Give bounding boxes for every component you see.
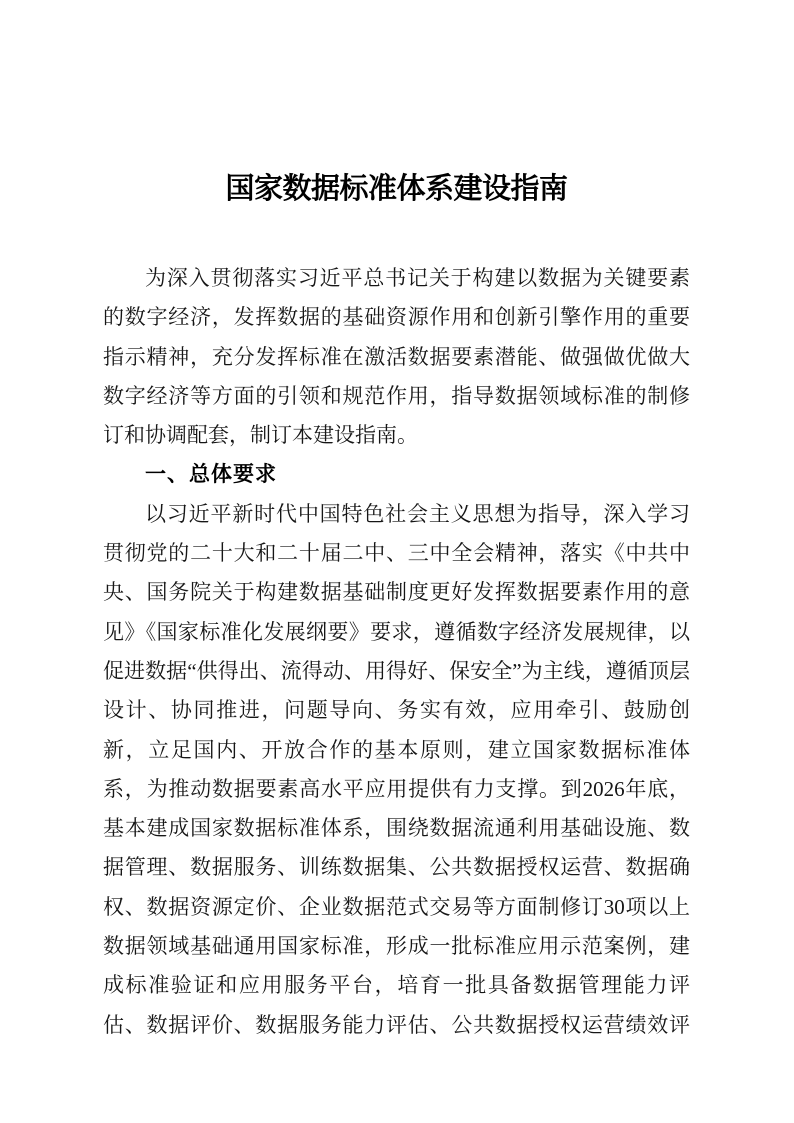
section-heading-overall-requirements: 一、总体要求 [145,463,277,487]
intro-paragraph: 为深入贯彻落实习近平总书记关于构建以数据为关键要素的数字经济，发挥数据的基础资源作用和创新引擎作用的重要指示精神，充分发挥标准在激活数据要素潜能、做强做优做大数字经济等方面的引领和规范作用，指导数据领域标准的制修订和协调配套，制订本建设指南。 [103,266,690,448]
section1-paragraph: 以习近平新时代中国特色社会主义思想为指导，深入学习贯彻党的二十大和二十届二中、三中全会精神，落实《中共中央、国务院关于构建数据基础制度更好发挥数据要素作用的意见》《国家标准化发展纲要》要求，遵循数字经济发展规律，以促进数据“供得出、流得动、用得好、保安全”为主线，遵循顶层设计、协同推进，问题导向、务实有效，应用牵引、鼓励创新，立足国内、开放合作的基本原则，建立国家数据标准体系，为推动数据要素高水平应用提供有力支撑。到2026年底，基本建成国家数据标准体系，围绕数据流通利用基础设施、数据管理、数据服务、训练数据集、公共数据授权运营、数据确权、数据资源定价、企业数据范式交易等方面制修订30项以上数据领域基础通用国家标准，形成一批标准应用示范案例，建成标准验证和应用服务平台，培育一批具备数据管理能力评估、数据评价、数据服务能力评估、公共数据授权运营绩效评 [103,501,690,1037]
document-title: 国家数据标准体系建设指南 [225,173,568,205]
